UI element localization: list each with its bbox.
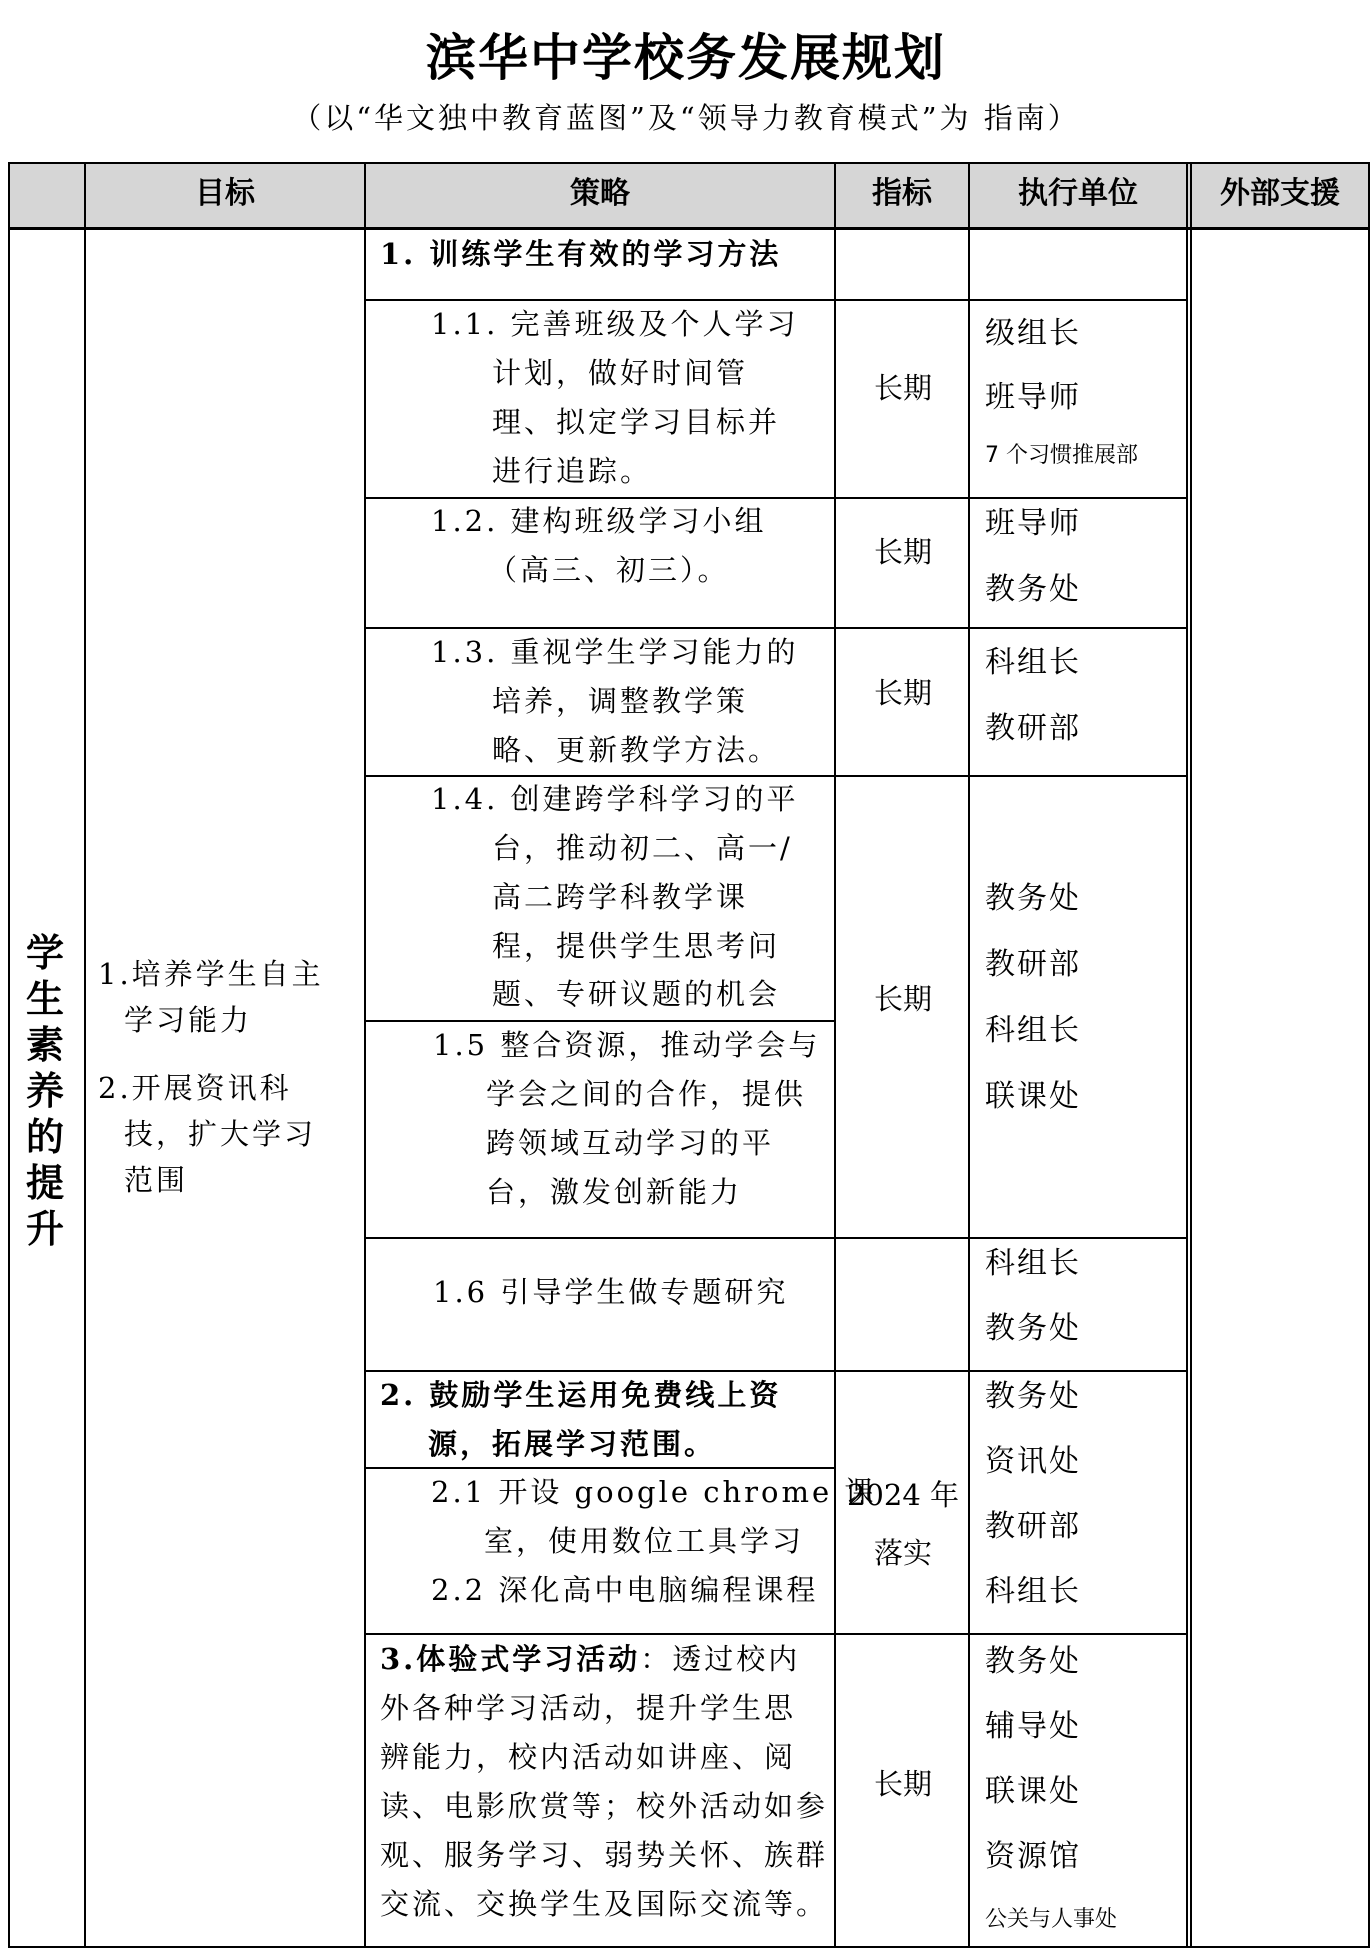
- goal-2-line1: 2.开展资讯科: [98, 1071, 292, 1105]
- section-char: 升: [25, 1207, 64, 1251]
- unit-1-45: 教务处: [985, 881, 1081, 916]
- strategy-1-1-line: 理、拟定学习目标并: [492, 405, 781, 439]
- strategy-3-line: 读、电影欣赏等；校外活动如参: [380, 1789, 829, 1823]
- unit-1-6: 科组长: [985, 1246, 1081, 1281]
- table-top-border: [8, 162, 1370, 164]
- unit-3: 资源馆: [985, 1839, 1081, 1874]
- section-char: 提: [25, 1161, 64, 1205]
- strategy-1-3-line: 培养，调整教学策: [492, 684, 749, 718]
- col-line-5a: [1186, 162, 1188, 1948]
- strategy-1-4-line: 1.4. 创建跨学科学习的平: [431, 782, 799, 816]
- strategy-1-heading: 1. 训练学生有效的学习方法: [380, 237, 782, 271]
- strategy-1-3-line: 略、更新教学方法。: [492, 733, 781, 767]
- strategy-3-line: 外各种学习活动，提升学生思: [380, 1691, 797, 1725]
- strategy-1-2-line: 1.2. 建构班级学习小组: [431, 504, 767, 538]
- strategy-3-line: 观、服务学习、弱势关怀、族群: [380, 1838, 829, 1872]
- goal-2-line2: 技，扩大学习: [124, 1117, 317, 1151]
- unit-1-45: 科组长: [985, 1013, 1081, 1048]
- col-line-1: [84, 162, 86, 1948]
- strategy-1-6: 1.6 引导学生做专题研究: [433, 1275, 789, 1309]
- strategy-1-4-line: 台，推动初二、高一/: [492, 831, 793, 865]
- strategy-1-1-line: 1.1. 完善班级及个人学习: [431, 307, 799, 341]
- strategy-1-1-line: 进行追踪。: [492, 454, 653, 488]
- strategy-2-line: 2. 鼓励学生运用免费线上资: [380, 1378, 782, 1412]
- strategy-1-4-line: 高二跨学科教学课: [492, 880, 749, 914]
- indicator-1-45: 长期: [873, 982, 932, 1016]
- unit-1-45: 教研部: [985, 947, 1081, 982]
- col-line-4: [968, 162, 970, 1948]
- strategy-1-5-line: 学会之间的合作，提供: [486, 1077, 807, 1111]
- section-char: 的: [25, 1115, 64, 1159]
- strategy-1-5-line: 跨领域互动学习的平: [486, 1126, 775, 1160]
- page-title: 滨华中学校务发展规划: [426, 29, 946, 87]
- section-char: 素: [25, 1023, 64, 1067]
- unit-2: 教研部: [985, 1509, 1081, 1544]
- strategy-2-line: 源，拓展学习范围。: [428, 1427, 717, 1461]
- strategy-3-line: 辨能力，校内活动如讲座、阅: [380, 1740, 797, 1774]
- col-line-right: [1368, 162, 1370, 1948]
- col-line-left: [8, 162, 10, 1948]
- strategy-1-1-line: 计划，做好时间管: [492, 356, 749, 390]
- unit-2: 资讯处: [985, 1444, 1081, 1479]
- unit-1-3: 教研部: [985, 711, 1081, 746]
- header-goal: 目标: [195, 176, 255, 211]
- header-unit: 执行单位: [1018, 176, 1138, 211]
- indicator-2: 2024 年: [846, 1478, 960, 1512]
- goal-1-line1: 1.培养学生自主: [98, 957, 324, 991]
- unit-3: 联课处: [985, 1774, 1081, 1809]
- strategy-2-1-line: 2.1 开设 google chrome 课: [431, 1475, 877, 1509]
- unit-1-1: 班导师: [985, 380, 1081, 415]
- strategy-1-3-line: 1.3. 重视学生学习能力的: [431, 635, 799, 669]
- strategy-1-4-line: 题、专研议题的机会: [492, 977, 781, 1011]
- col-line-3: [834, 162, 836, 1948]
- strategy-3-text: ：透过校内: [640, 1642, 801, 1676]
- strategy-2-2: 2.2 深化高中电脑编程课程: [431, 1573, 819, 1607]
- goal-2-line3: 范围: [124, 1163, 189, 1197]
- strategy-3-line: [380, 1635, 800, 1684]
- unit-1-2: 班导师: [985, 506, 1081, 541]
- unit-1-3: 科组长: [985, 645, 1081, 680]
- page-subtitle: （以“华文独中教育蓝图”及“领导力教育模式”为 指南）: [292, 101, 1080, 135]
- unit-1-6: 教务处: [985, 1311, 1081, 1346]
- table-bottom-border: [8, 1946, 1370, 1948]
- indicator-1-1: 长期: [873, 371, 932, 405]
- unit-1-1: 级组长: [985, 316, 1081, 351]
- goal-1-line2: 学习能力: [124, 1003, 253, 1037]
- strategy-1-5-line: 1.5 整合资源，推动学会与: [433, 1028, 821, 1062]
- col-line-2: [364, 162, 366, 1948]
- unit-3-small: 公关与人事处: [985, 1907, 1118, 1932]
- unit-3: 教务处: [985, 1644, 1081, 1679]
- indicator-1-3: 长期: [873, 676, 932, 710]
- strategy-3-title: 3.体验式学习活动: [380, 1642, 641, 1676]
- header-indicator: 指标: [872, 176, 932, 211]
- section-char: 养: [25, 1069, 64, 1113]
- strategy-1-4-line: 程，提供学生思考问: [492, 929, 781, 963]
- indicator-1-2: 长期: [873, 535, 932, 569]
- section-char: 生: [25, 977, 64, 1021]
- unit-2: 教务处: [985, 1379, 1081, 1414]
- col-line-5b: [1190, 162, 1192, 1948]
- section-char: 学: [25, 931, 64, 975]
- unit-1-2: 教务处: [985, 572, 1081, 607]
- section-label-vertical: [14, 930, 76, 1252]
- strategy-1-5-line: 台，激发创新能力: [486, 1175, 743, 1209]
- unit-1-1-small: 7 个习惯推展部: [985, 443, 1138, 468]
- unit-3: 辅导处: [985, 1709, 1081, 1744]
- header-strategy: 策略: [570, 176, 630, 211]
- unit-2: 科组长: [985, 1574, 1081, 1609]
- indicator-2: 落实: [873, 1536, 932, 1570]
- header-support: 外部支援: [1220, 176, 1340, 211]
- unit-1-45: 联课处: [985, 1079, 1081, 1114]
- strategy-2-1-line: 室，使用数位工具学习: [484, 1524, 805, 1558]
- strategy-3-line: 交流、交换学生及国际交流等。: [380, 1887, 829, 1921]
- indicator-3: 长期: [873, 1767, 932, 1801]
- strategy-1-2-line: （高三、初三）。: [488, 553, 730, 587]
